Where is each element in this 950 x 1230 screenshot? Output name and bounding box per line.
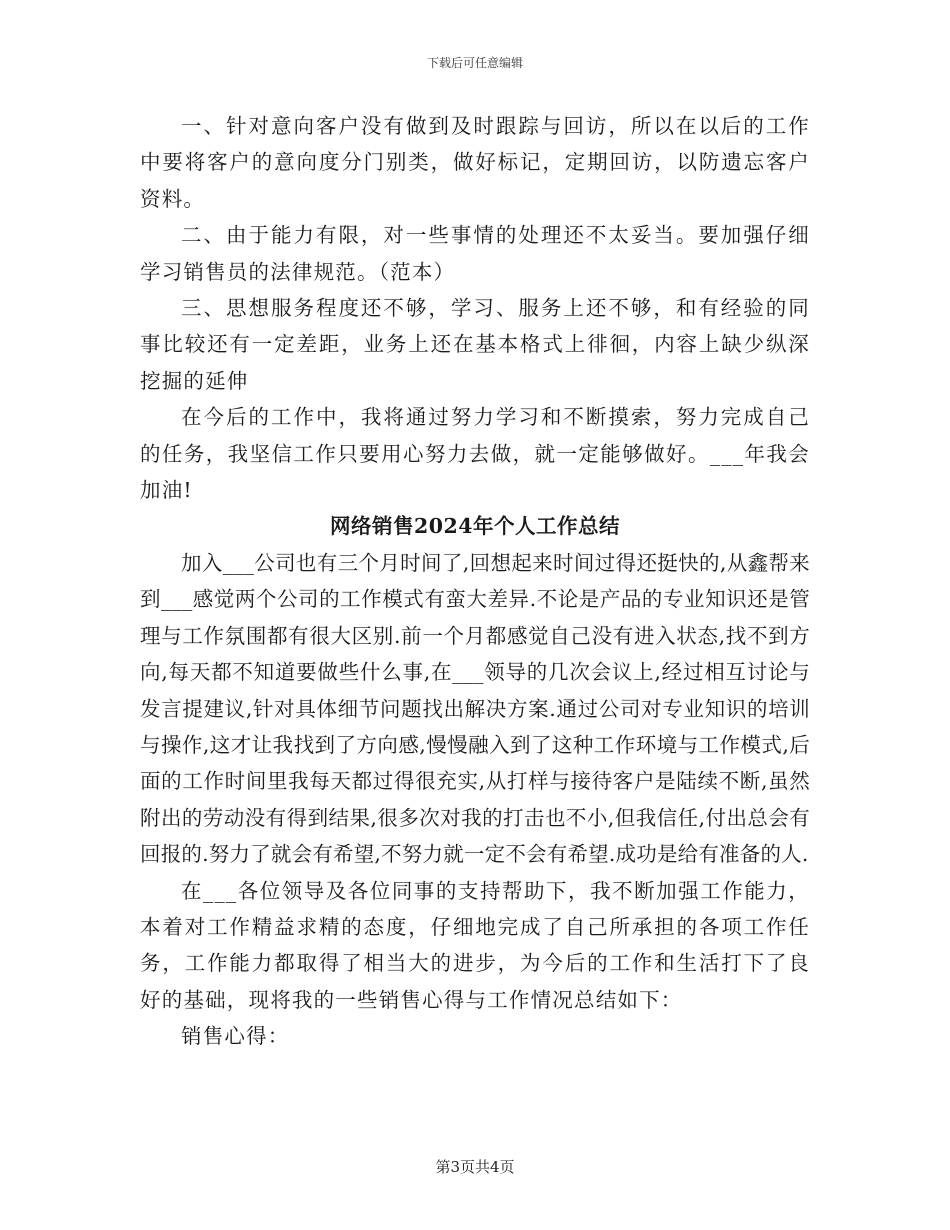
paragraph-outlook: 在今后的工作中，我将通过努力学习和不断摸索，努力完成自己的任务，我坚信工作只要用心努力去做，就一定能够做好。___年我会加油!	[140, 405, 810, 503]
paragraph-point-3: 三、思想服务程度还不够，学习、服务上还不够，和有经验的同事比较还有一定差距，业务上还在基本格式上徘徊，内容上缺少纵深挖掘的延伸	[140, 296, 810, 393]
page-header-note: 下载后可任意编辑	[426, 56, 523, 70]
page-number: 第3页共4页	[435, 1158, 515, 1176]
section-title: 网络销售2024年个人工作总结	[329, 514, 621, 539]
paragraph-summary-lead: 在___各位领导及各位同事的支持帮助下，我不断加强工作能力，本着对工作精益求精的态度，仔细地完成了自己所承担的各项工作任务，工作能力都取得了相当大的进步，为今后的工作和生活打下了良好的基础，现将我的一些销售心得与工作情况总结如下：	[140, 878, 810, 1012]
document-body	[140, 108, 810, 1055]
paragraph-intro: 加入___公司也有三个月时间了,回想起来时间过得还挺快的,从鑫帮来到___感觉两个公司的工作模式有蛮大差异.不论是产品的专业知识还是管理与工作氛围都有很大区别.前一个月都感觉自己没有进入状态,找不到方向,每天都不知道要做些什么事,在___领导的几次会议上,经过相互讨论与发言提建议,针对具体细节问题找出解决方案.通过公司对专业知识的培训与操作,这才让我找到了方向感,慢慢融入到了这种工作环境与工作模式,后面的工作时间里我每天都过得很充实,从打样与接待客户是陆续不断,虽然附出的劳动没有得到结果,很多次对我的打击也不小,但我信任,付出总会有回报的.努力了就会有希望,不努力就一定不会有希望.成功是给有准备的人.	[140, 550, 810, 867]
paragraph-point-1: 一、针对意向客户没有做到及时跟踪与回访，所以在以后的工作中要将客户的意向度分门别类，做好标记，定期回访，以防遗忘客户资料。	[140, 114, 810, 211]
paragraph-point-2: 二、由于能力有限，对一些事情的处理还不太妥当。要加强仔细学习销售员的法律规范。（范本）	[140, 223, 810, 284]
paragraph-sales-heading: 销售心得：	[181, 1024, 290, 1049]
